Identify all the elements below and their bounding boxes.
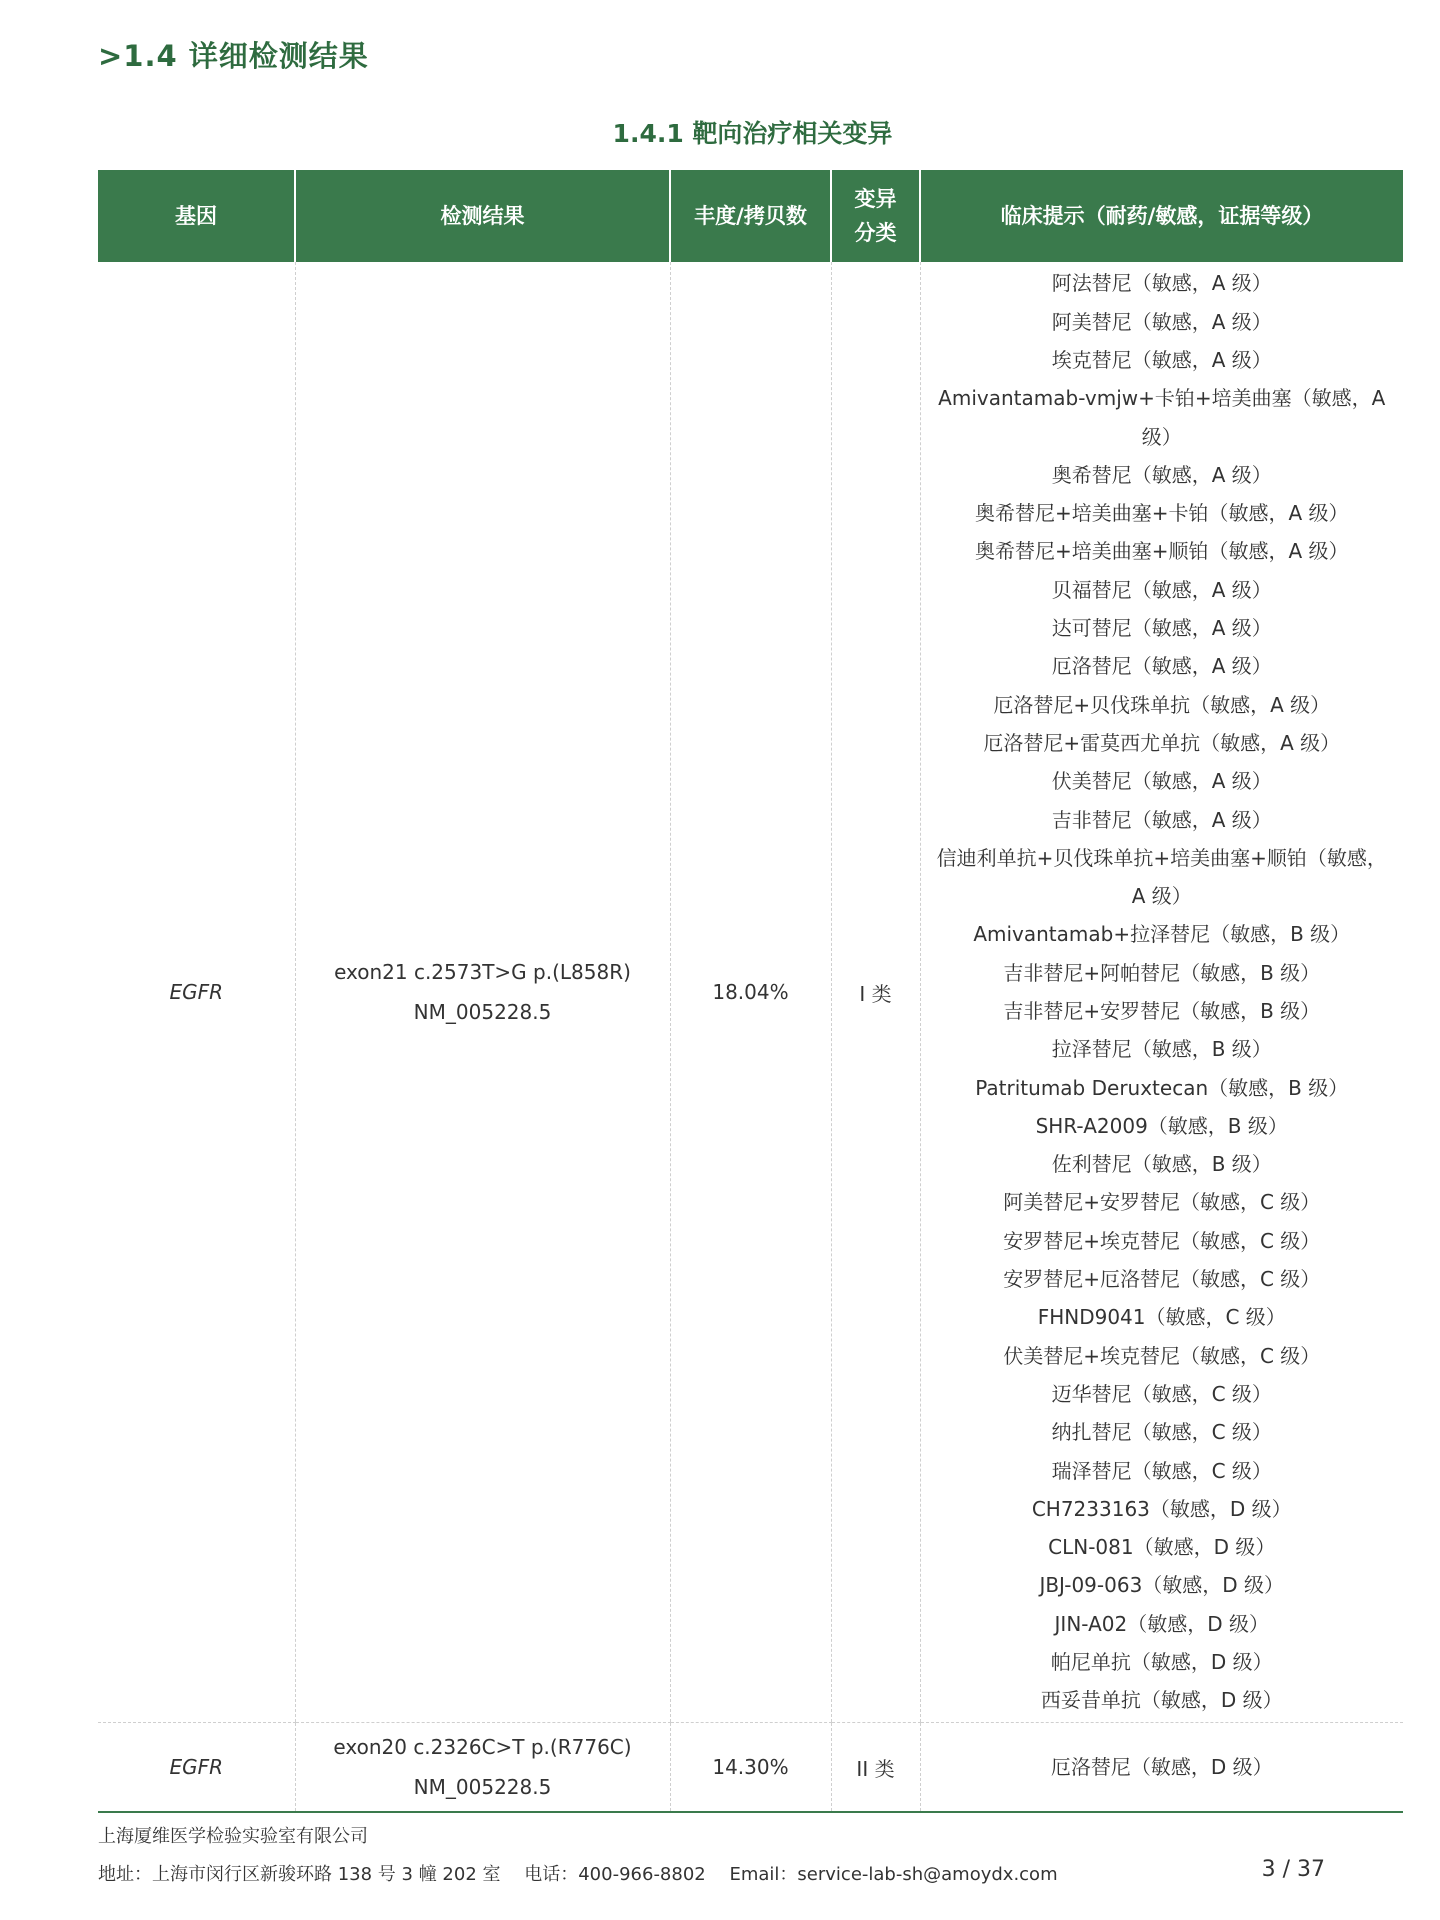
drug-item: 迈华替尼（敏感，C 级） — [1051, 1381, 1272, 1406]
footer-company: 上海厦维医学检验实验室有限公司 — [98, 1826, 368, 1847]
drug-item: 厄洛替尼（敏感，A 级） — [1051, 654, 1272, 679]
footer-divider — [98, 1811, 1403, 1813]
abundance-cell: 14.30% — [670, 1723, 831, 1812]
header-class-line1: 变异 — [854, 187, 897, 211]
drug-item: 吉非替尼+阿帕替尼（敏感，B 级） — [1003, 960, 1321, 985]
footer-address: 地址：上海市闵行区新骏环路 138 号 3 幢 202 室 — [98, 1864, 501, 1885]
drug-item: 厄洛替尼+雷莫西尤单抗（敏感，A 级） — [983, 730, 1341, 755]
result-variant: exon20 c.2326C>T p.(R776C) — [333, 1735, 632, 1759]
table-header-row — [98, 170, 1403, 262]
drug-item: 吉非替尼（敏感，A 级） — [1051, 807, 1272, 832]
drug-item: 埃克替尼（敏感，A 级） — [1051, 347, 1272, 372]
header-class-line2: 分类 — [854, 221, 897, 245]
drug-item: 吉非替尼+安罗替尼（敏感，B 级） — [1003, 999, 1321, 1023]
header-gene: 基因 — [98, 170, 295, 262]
clinical-cell — [920, 1723, 1403, 1812]
drug-item: 厄洛替尼（敏感，D 级） — [1050, 1754, 1273, 1779]
class-cell: I 类 — [831, 262, 920, 1723]
result-transcript: NM_005228.5 — [413, 1000, 552, 1024]
section-title: >1.4 详细检测结果 — [98, 39, 369, 73]
drug-item: 拉泽替尼（敏感，B 级） — [1051, 1037, 1272, 1062]
drug-item: 奥希替尼（敏感，A 级） — [1051, 462, 1272, 487]
header-clinical: 临床提示（耐药/敏感，证据等级） — [920, 170, 1403, 262]
abundance-cell: 18.04% — [670, 262, 831, 1723]
drug-item: 贝福替尼（敏感，A 级） — [1051, 577, 1272, 602]
drug-item: Amivantamab-vmjw+卡铂+培美曲塞（敏感，A 级） — [938, 386, 1386, 449]
drug-item: 佐利替尼（敏感，B 级） — [1051, 1152, 1272, 1177]
class-cell: II 类 — [831, 1723, 920, 1812]
drug-item: 阿法替尼（敏感，A 级） — [1051, 271, 1272, 296]
drug-item: Amivantamab+拉泽替尼（敏感，B 级） — [973, 922, 1351, 947]
targeted-therapy-table — [98, 170, 1403, 1811]
gene-cell: EGFR — [169, 1755, 224, 1779]
drug-item: JBJ-09-063（敏感，D 级） — [1039, 1573, 1285, 1598]
page-number: 3 / 37 — [1261, 1857, 1325, 1882]
drug-item: 伏美替尼（敏感，A 级） — [1051, 769, 1272, 794]
drug-item: CLN-081（敏感，D 级） — [1048, 1535, 1276, 1560]
header-class — [831, 170, 920, 262]
drug-item: JIN-A02（敏感，D 级） — [1054, 1611, 1269, 1636]
drug-item: 达可替尼（敏感，A 级） — [1051, 616, 1272, 641]
footer-email: Email：service-lab-sh@amoydx.com — [729, 1864, 1058, 1885]
drug-list — [927, 264, 1398, 1719]
header-abundance: 丰度/拷贝数 — [670, 170, 831, 262]
gene-cell: EGFR — [98, 262, 295, 1723]
drug-item: CH7233163（敏感，D 级） — [1031, 1496, 1292, 1521]
result-cell — [295, 1723, 670, 1812]
result-transcript: NM_005228.5 — [413, 1775, 552, 1799]
table-row — [98, 1723, 1403, 1812]
table-row — [98, 262, 1403, 1723]
drug-item: 奥希替尼+培美曲塞+顺铂（敏感，A 级） — [974, 539, 1349, 564]
drug-list — [927, 1748, 1398, 1786]
drug-item: 安罗替尼+厄洛替尼（敏感，C 级） — [1003, 1267, 1321, 1292]
drug-item: 厄洛替尼+贝伐珠单抗（敏感，A 级） — [993, 692, 1331, 717]
drug-item: 西妥昔单抗（敏感，D 级） — [1040, 1688, 1283, 1713]
drug-item: 奥希替尼+培美曲塞+卡铂（敏感，A 级） — [974, 501, 1349, 526]
drug-item: 伏美替尼+埃克替尼（敏感，C 级） — [1003, 1343, 1321, 1368]
clinical-cell — [920, 262, 1403, 1723]
drug-item: 纳扎替尼（敏感，C 级） — [1051, 1420, 1272, 1445]
result-cell — [295, 262, 670, 1723]
drug-item: 信迪利单抗+贝伐珠单抗+培美曲塞+顺铂（敏感，A 级） — [936, 845, 1387, 909]
result-variant: exon21 c.2573T>G p.(L858R) — [334, 960, 631, 984]
drug-item: 阿美替尼（敏感，A 级） — [1051, 309, 1272, 334]
drug-item: 阿美替尼+安罗替尼（敏感，C 级） — [1003, 1190, 1321, 1215]
drug-item: FHND9041（敏感，C 级） — [1037, 1305, 1286, 1330]
drug-item: 安罗替尼+埃克替尼（敏感，C 级） — [1003, 1228, 1321, 1253]
drug-item: Patritumab Deruxtecan（敏感，B 级） — [975, 1075, 1349, 1100]
footer-contact — [98, 1860, 1076, 1886]
header-result: 检测结果 — [295, 170, 670, 262]
drug-item: SHR-A2009（敏感，B 级） — [1035, 1113, 1288, 1138]
sub-title: 1.4.1 靶向治疗相关变异 — [612, 119, 893, 148]
footer-phone: 电话：400-966-8802 — [524, 1864, 706, 1885]
drug-item: 瑞泽替尼（敏感，C 级） — [1051, 1458, 1272, 1483]
drug-item: 帕尼单抗（敏感，D 级） — [1050, 1650, 1273, 1675]
